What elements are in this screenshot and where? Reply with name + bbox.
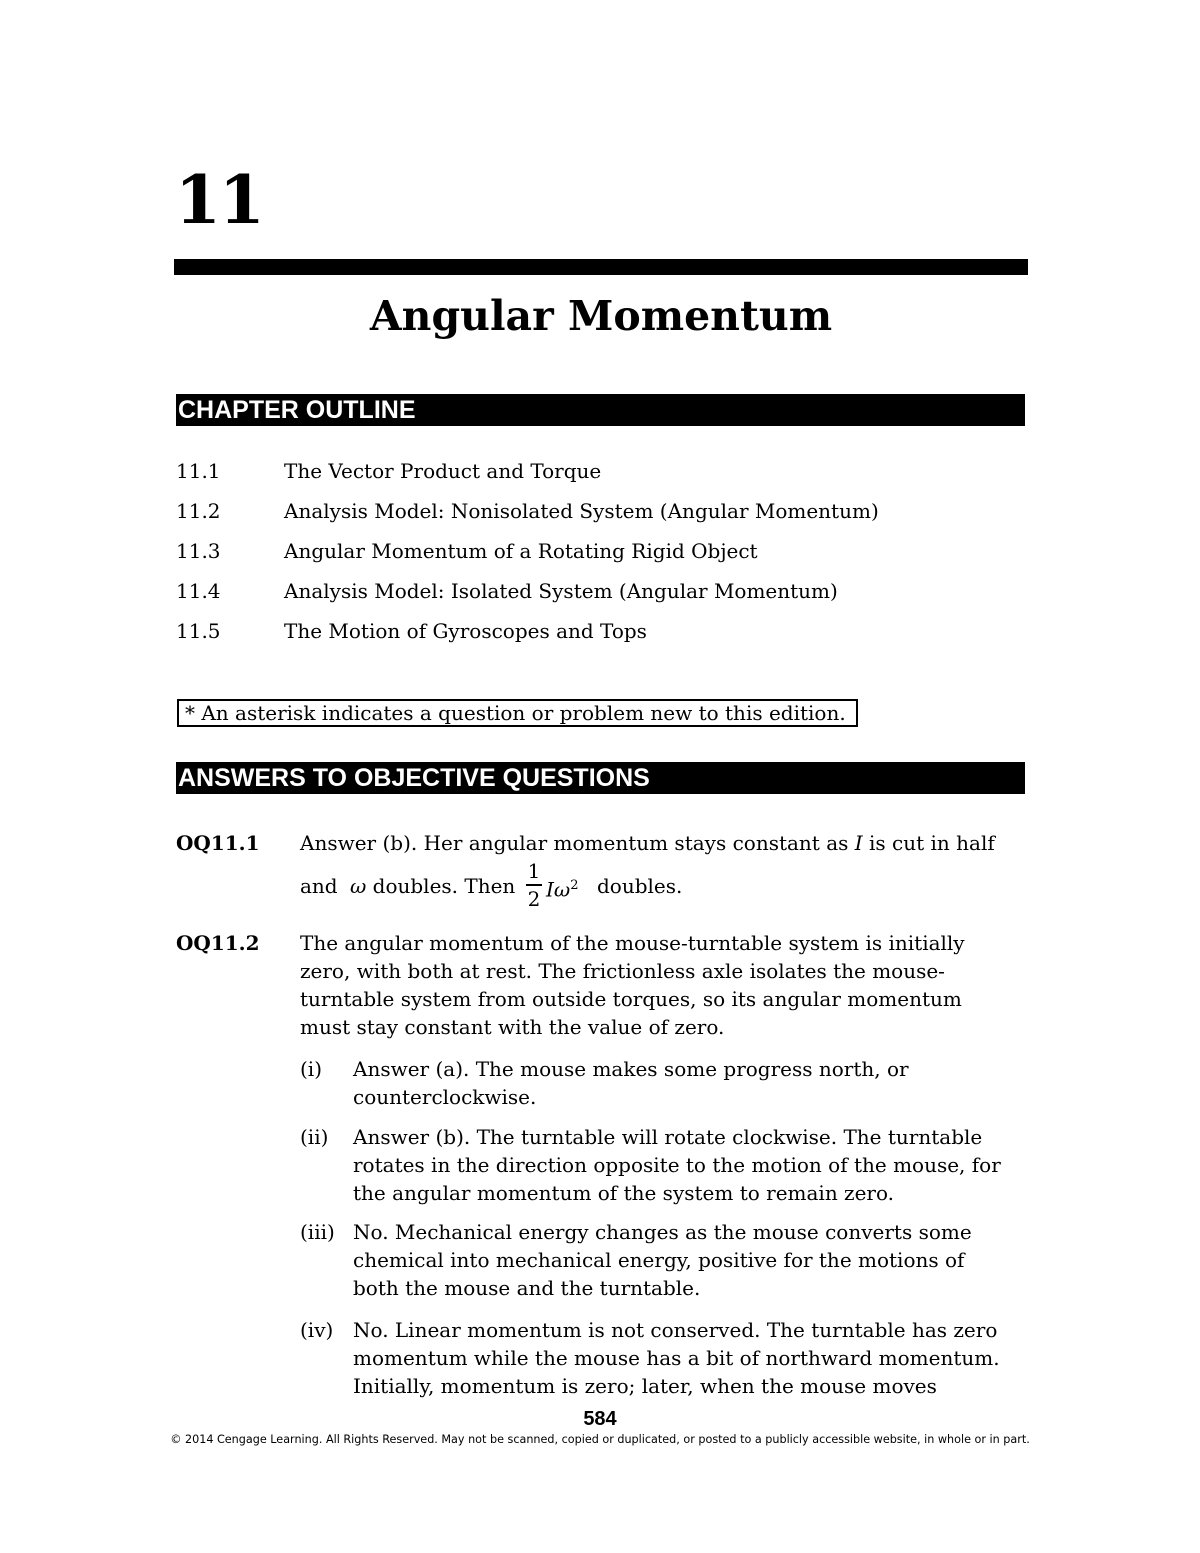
question-text-line: [597, 872, 682, 900]
question-label: OQ11.2: [176, 931, 260, 955]
question-text-line: [300, 829, 995, 857]
asterisk-note: * An asterisk indicates a question or problem new to this edition.: [177, 699, 858, 727]
part-number: (ii): [300, 1125, 329, 1149]
question-text-line: must stay constant with the value of zero.: [300, 1015, 725, 1039]
outline-item-number: 11.5: [176, 619, 221, 643]
one-half-fraction: [526, 860, 542, 910]
part-text-line: chemical into mechanical energy, positive for the motions of: [353, 1248, 965, 1272]
chapter-rule: [174, 259, 1028, 275]
outline-item-number: 11.4: [176, 579, 221, 603]
outline-item-number: 11.1: [176, 459, 221, 483]
fraction-bar: [526, 884, 542, 886]
part-number: (iii): [300, 1220, 335, 1244]
outline-item: [176, 536, 1026, 566]
part-text-line: rotates in the direction opposite to the motion of the mouse, for: [353, 1153, 1001, 1177]
part-text-line: Answer (a). The mouse makes some progress north, or: [353, 1057, 909, 1081]
part-text-line: No. Mechanical energy changes as the mouse converts some: [353, 1220, 972, 1244]
page-number: 584: [583, 1408, 617, 1430]
part-text-line: counterclockwise.: [353, 1085, 537, 1109]
part-text-line: the angular momentum of the system to remain zero.: [353, 1181, 895, 1205]
chapter-number: 11: [175, 161, 263, 239]
question-text-line: turntable system from outside torques, so its angular momentum: [300, 987, 962, 1011]
part-text-line: momentum while the mouse has a bit of northward momentum.: [353, 1346, 1000, 1370]
part-text-line: both the mouse and the turntable.: [353, 1276, 701, 1300]
outline-item: [176, 616, 1026, 646]
fraction-numerator: 1: [527, 859, 541, 883]
outline-item: [176, 456, 1026, 486]
outline-item-title: Angular Momentum of a Rotating Rigid Object: [284, 539, 758, 563]
answer-text: Answer (b). Her angular momentum stays constant as: [300, 831, 849, 855]
copyright-notice: © 2014 Cengage Learning. All Rights Reserved. May not be scanned, copied or duplicated, or posted to a publicly accessible website, in whole or in part.: [170, 1433, 1030, 1446]
question-text-line: zero, with both at rest. The frictionless axle isolates the mouse-: [300, 959, 945, 983]
kinetic-energy-expression: [546, 872, 579, 904]
part-text-line: No. Linear momentum is not conserved. The turntable has zero: [353, 1318, 998, 1342]
outline-item-title: The Motion of Gyroscopes and Tops: [284, 619, 647, 643]
answer-text: is cut in half: [869, 831, 995, 855]
part-number: (i): [300, 1057, 323, 1081]
answers-heading: ANSWERS TO OBJECTIVE QUESTIONS: [176, 762, 1025, 794]
outline-item-number: 11.2: [176, 499, 221, 523]
answer-text: doubles. Then: [372, 874, 516, 898]
outline-item-title: Analysis Model: Isolated System (Angular Momentum): [284, 579, 838, 603]
part-text-line: Answer (b). The turntable will rotate clockwise. The turntable: [353, 1125, 983, 1149]
answer-text: and: [300, 874, 338, 898]
outline-item: [176, 496, 1026, 526]
part-text-line: Initially, momentum is zero; later, when the mouse moves: [353, 1374, 937, 1398]
question-text-line: The angular momentum of the mouse-turntable system is initially: [300, 931, 965, 955]
answer-text: doubles.: [597, 874, 683, 898]
expression-exponent: 2: [570, 878, 579, 893]
expression-symbols: Iω: [546, 877, 571, 902]
fraction-denominator: 2: [527, 886, 541, 911]
moment-of-inertia-symbol: I: [854, 831, 863, 855]
question-text-line: [300, 872, 515, 900]
part-number: (iv): [300, 1318, 334, 1342]
question-label: OQ11.1: [176, 831, 260, 855]
outline-item: [176, 576, 1026, 606]
outline-item-title: The Vector Product and Torque: [284, 459, 602, 483]
outline-item-number: 11.3: [176, 539, 221, 563]
angular-speed-symbol: ω: [349, 874, 367, 898]
chapter-outline-heading: CHAPTER OUTLINE: [176, 394, 1025, 426]
outline-item-title: Analysis Model: Nonisolated System (Angular Momentum): [284, 499, 879, 523]
chapter-title: Angular Momentum: [369, 292, 833, 340]
